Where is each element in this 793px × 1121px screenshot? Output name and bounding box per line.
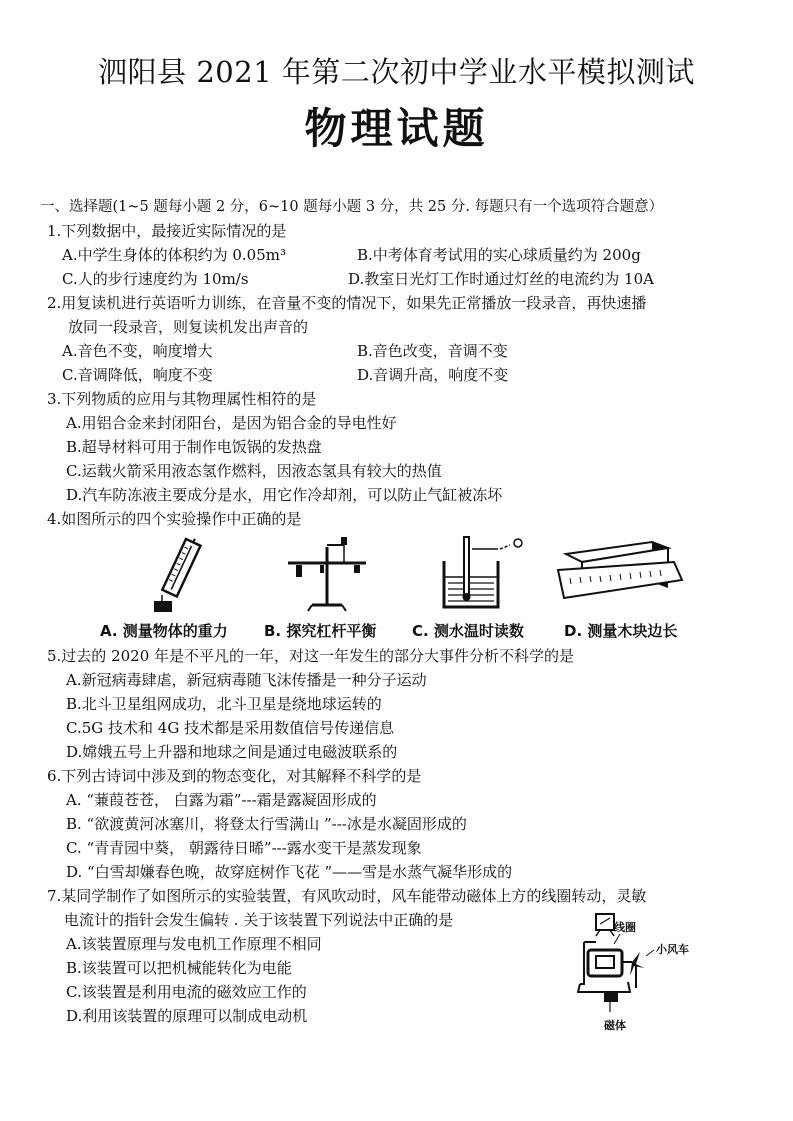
q3-option-a: A.用铝合金来封闭阳台，是因为铝合金的导电性好	[66, 414, 397, 432]
q6-stem: 6.下列古诗词中涉及到的物态变化，对其解释不科学的是	[47, 767, 422, 785]
figure-caption-c: C. 测水温时读数	[412, 622, 524, 640]
q1-option-c: C.人的步行速度约为 10m/s	[62, 270, 249, 288]
q1-option-a: A.中学生身体的体积约为 0.05m³	[62, 246, 287, 264]
q2-stem-line2: 放同一段录音，则复读机发出声音的	[68, 318, 309, 336]
q7-stem-line1: 7.某同学制作了如图所示的实验装置，有风吹动时，风车能带动磁体上方的线圈转动，灵敏	[47, 887, 647, 905]
q2-option-c: C.音调降低，响度不变	[62, 366, 213, 384]
q5-option-a: A.新冠病毒肆虐，新冠病毒随飞沫传播是一种分子运动	[66, 671, 427, 689]
q3-option-b: B.超导材料可用于制作电饭锅的发热盘	[66, 438, 322, 456]
q2-option-a: A.音色不变，响度增大	[62, 342, 213, 360]
q2-option-d: D.音调升高，响度不变	[357, 366, 509, 384]
q7-option-d: D.利用该装置的原理可以制成电动机	[66, 1007, 308, 1025]
figure-b-lever	[282, 535, 372, 615]
q6-option-a: A. “蒹葭苍苍， 白露为霜”---霜是露凝固形成的	[66, 791, 377, 809]
figure-a-spring-scale	[148, 535, 208, 615]
q2-stem-line1: 2.用复读机进行英语听力训练，在音量不变的情况下，如果先正常播放一段录音，再快速播	[47, 294, 647, 312]
q3-option-c: C.运载火箭采用液态氢作燃料，因液态氢具有较大的热值	[66, 462, 442, 480]
q6-option-b: B. “欲渡黄河冰塞川，将登太行雪满山 ”---冰是水凝固形成的	[66, 815, 467, 833]
q7-stem-line2: 电流计的指针会发生偏转 . 关于该装置下列说法中正确的是	[64, 911, 454, 929]
exam-title: 泗阳县 2021 年第二次初中学业水平模拟测试	[98, 55, 695, 89]
q4-stem: 4.如图所示的四个实验操作中正确的是	[47, 510, 302, 528]
q2-option-b: B.音色改变，音调不变	[357, 342, 508, 360]
q6-option-c: C. “青青园中葵， 朝露待日晞”---露水变干是蒸发现象	[66, 839, 422, 857]
q1-stem: 1.下列数据中，最接近实际情况的是	[47, 222, 287, 240]
q5-option-c: C.5G 技术和 4G 技术都是采用数值信号传递信息	[66, 719, 395, 737]
figure-d-ruler-block	[556, 538, 686, 610]
figure-c-beaker-thermometer	[436, 535, 546, 615]
q7-option-a: A.该装置原理与发电机工作原理不相同	[66, 935, 322, 953]
q5-option-b: B.北斗卫星组网成功，北斗卫星是绕地球运转的	[66, 695, 382, 713]
section-heading: 一、选择题(1~5 题每小题 2 分，6~10 题每小题 3 分，共 25 分. 每题只有一个选项符合题意）	[40, 199, 664, 215]
q7-option-c: C.该装置是利用电流的磁效应工作的	[66, 983, 307, 1001]
q3-stem: 3.下列物质的应用与其物理属性相符的是	[47, 390, 317, 408]
figure-caption-b: B. 探究杠杆平衡	[264, 622, 377, 640]
q7-option-b: B.该装置可以把机械能转化为电能	[66, 959, 292, 977]
q1-option-b: B.中考体育考试用的实心球质量约为 200g	[357, 246, 641, 264]
q5-option-d: D.嫦娥五号上升器和地球之间是通过电磁波联系的	[66, 743, 398, 761]
q5-stem: 5.过去的 2020 年是不平凡的一年，对这一年发生的部分大事件分析不科学的是	[47, 647, 575, 665]
q3-option-d: D.汽车防冻液主要成分是水，用它作冷却剂，可以防止气缸被冻坏	[66, 486, 503, 504]
q1-option-d: D.教室日光灯工作时通过灯丝的电流约为 10A	[348, 270, 654, 288]
figure-caption-d: D. 测量木块边长	[564, 622, 678, 640]
figure-caption-a: A. 测量物体的重力	[100, 622, 228, 640]
figure-q7-label-magnet: 磁体	[604, 1019, 626, 1032]
figure-q7-label-coil: 线圈	[614, 921, 636, 934]
exam-subtitle: 物理试题	[304, 104, 489, 153]
figure-q7-label-windmill: 小风车	[656, 943, 689, 956]
q6-option-d: D. “白雪却嫌春色晚，故穿庭树作飞花 ”——雪是水蒸气凝华形成的	[66, 863, 513, 881]
